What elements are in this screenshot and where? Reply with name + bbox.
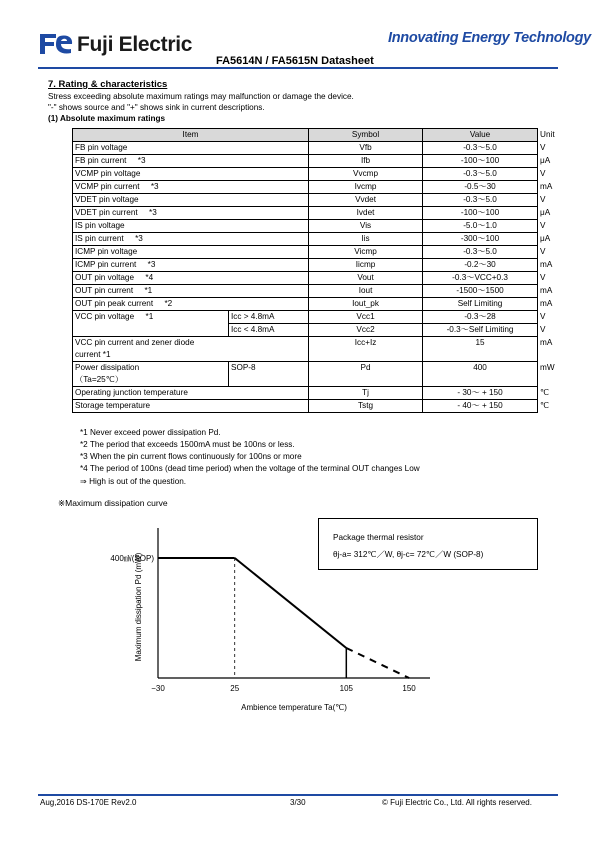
table-row: Power dissipation （Ta=25℃） SOP-8 Pd 400 mW (73, 362, 538, 387)
row-value: -300～100 (423, 233, 538, 246)
table-row: VDET pin current *3 Ivdet -100～100 μA (73, 207, 538, 220)
tail-symbol: Tj (309, 387, 423, 400)
row-item: IS pin voltage (73, 220, 309, 233)
vcc-cond2: Icc < 4.8mA (229, 324, 309, 337)
curve-segment-dashed (346, 648, 409, 678)
intro-line-2: "-" shows source and "+" shows sink in current descriptions. (48, 103, 265, 112)
row-item: VDET pin voltage (73, 194, 309, 207)
row-symbol: Vvdet (309, 194, 423, 207)
power-package: SOP-8 (229, 362, 309, 387)
zener-item-line2: current *1 (75, 350, 111, 359)
row-value: -0.3～5.0 (423, 194, 538, 207)
thermal-box-title: Package thermal resistor (333, 533, 424, 542)
row-value: -1500～1500 (423, 285, 538, 298)
row-symbol: Vout (309, 272, 423, 285)
curve-segment-solid (235, 558, 347, 648)
power-item-line1: Power dissipation (75, 363, 140, 372)
row-value: -100～100 (423, 207, 538, 220)
table-row: FB pin voltage Vfb -0.3～5.0 V (73, 142, 538, 155)
table-row: VCMP pin voltage Vvcmp -0.3～5.0 V (73, 168, 538, 181)
thermal-resistor-box (318, 518, 538, 570)
table-row: Operating junction temperature Tj - 30～ + 150 ℃ (73, 387, 538, 400)
table-row: VCC pin current and zener diode current *1 Icc+Iz 15 mA (73, 337, 538, 362)
footer-doc-id: Aug,2016 DS-170E Rev2.0 (40, 798, 137, 807)
tail-value: - 30～ + 150 (423, 387, 538, 400)
zener-symbol: Icc+Iz (309, 337, 423, 362)
footer-copyright: © Fuji Electric Co., Ltd. All rights reserved. (382, 798, 532, 807)
power-value: 400 (423, 362, 538, 387)
tail-symbol: Tstg (309, 400, 423, 413)
table-row: OUT pin current *1 Iout -1500～1500 mA (73, 285, 538, 298)
tagline: Innovating Energy Technology (388, 30, 591, 46)
table-row: OUT pin voltage *4 Vout -0.3～VCC+0.3 V (73, 272, 538, 285)
table-row: ICMP pin current *3 Iicmp -0.2～30 mA (73, 259, 538, 272)
power-symbol: Pd (309, 362, 423, 387)
row-symbol: Vicmp (309, 246, 423, 259)
row-item: ICMP pin current *3 (73, 259, 309, 272)
tail-value: - 40～ + 150 (423, 400, 538, 413)
footer-rule (38, 794, 558, 796)
row-item: FB pin current *3 (73, 155, 309, 168)
row-symbol: Iout (309, 285, 423, 298)
row-value: -0.3～5.0 (423, 168, 538, 181)
table-row: VCC pin voltage *1 Icc > 4.8mA Vcc1 -0.3～28 V (73, 311, 538, 324)
row-symbol: Vis (309, 220, 423, 233)
brand-name: Fuji Electric (77, 33, 193, 56)
row-value: Self Limiting (423, 298, 538, 311)
header-value: Value (423, 129, 538, 142)
table-row: IS pin voltage Vis -5.0～1.0 V (73, 220, 538, 233)
x-tick-label: −30 (151, 684, 165, 693)
note-1: *1 Never exceed power dissipation Pd. (80, 428, 221, 437)
vcc-symbol2: Vcc2 (309, 324, 423, 337)
table-row: FB pin current *3 Ifb -100～100 μA (73, 155, 538, 168)
tail-item: Operating junction temperature (73, 387, 309, 400)
note-3: *3 When the pin current flows continuously for 100ns or more (80, 452, 302, 461)
row-item: OUT pin current *1 (73, 285, 309, 298)
row-item: ICMP pin voltage (73, 246, 309, 259)
subsection-title: (1) Absolute maximum ratings (48, 114, 166, 123)
section-title: 7. Rating & characteristics (48, 79, 168, 90)
table-row: Icc < 4.8mA Vcc2 -0.3～Self Limiting V (73, 324, 538, 337)
tail-item: Storage temperature (73, 400, 309, 413)
row-value: -100～100 (423, 155, 538, 168)
row-symbol: Iicmp (309, 259, 423, 272)
row-value: -0.5～30 (423, 181, 538, 194)
curve-title: ※Maximum dissipation curve (58, 498, 168, 508)
note-5: ⇒ High is out of the question. (80, 477, 187, 486)
x-tick-label: 150 (402, 684, 416, 693)
zener-value: 15 (423, 337, 538, 362)
row-value: -0.3～VCC+0.3 (423, 272, 538, 285)
header-item: Item (73, 129, 309, 142)
row-item: OUT pin peak current *2 (73, 298, 309, 311)
row-value: -0.3～5.0 (423, 142, 538, 155)
row-value: -0.3～5.0 (423, 246, 538, 259)
table-row: VDET pin voltage Vvdet -0.3～5.0 V (73, 194, 538, 207)
vcc-item: VCC pin voltage *1 (73, 311, 229, 337)
x-tick-label: 105 (339, 684, 353, 693)
table-row: IS pin current *3 Iis -300～100 μA (73, 233, 538, 246)
table-header-row: Item Symbol Value Unit (73, 129, 538, 142)
row-item: IS pin current *3 (73, 233, 309, 246)
power-item-line2: （Ta=25℃） (75, 375, 124, 384)
header-symbol: Symbol (309, 129, 423, 142)
y-tick-label: 400㎽(SOP) (110, 554, 154, 563)
row-item: VCMP pin current *3 (73, 181, 309, 194)
row-value: -0.2～30 (423, 259, 538, 272)
vcc-value2: -0.3～Self Limiting (423, 324, 538, 337)
thermal-box-values: θj-a= 312℃／W, θj-c= 72℃／W (SOP-8) (333, 550, 484, 559)
x-axis-label: Ambience temperature Ta(℃) (241, 703, 347, 712)
table-row: Storage temperature Tstg - 40～ + 150 ℃ (73, 400, 538, 413)
row-item: VDET pin current *3 (73, 207, 309, 220)
table-row: VCMP pin current *3 Ivcmp -0.5～30 mA (73, 181, 538, 194)
zener-item-line1: VCC pin current and zener diode (75, 338, 195, 347)
row-symbol: Ivcmp (309, 181, 423, 194)
row-symbol: Iis (309, 233, 423, 246)
page-number: 3/30 (290, 798, 306, 807)
y-axis-label: Maximum dissipation Pd (mW) (134, 552, 143, 662)
row-symbol: Ivdet (309, 207, 423, 220)
row-item: FB pin voltage (73, 142, 309, 155)
row-symbol: Vfb (309, 142, 423, 155)
table-row: OUT pin peak current *2 Iout_pk Self Limiting mA (73, 298, 538, 311)
row-symbol: Vvcmp (309, 168, 423, 181)
vcc-value1: -0.3～28 (423, 311, 538, 324)
row-item: OUT pin voltage *4 (73, 272, 309, 285)
table-row: ICMP pin voltage Vicmp -0.3～5.0 V (73, 246, 538, 259)
row-symbol: Iout_pk (309, 298, 423, 311)
x-tick-label: 25 (230, 684, 240, 693)
intro-line-1: Stress exceeding absolute maximum ratings may malfunction or damage the device. (48, 92, 354, 101)
vcc-symbol1: Vcc1 (309, 311, 423, 324)
note-2: *2 The period that exceeds 1500mA must be 100ns or less. (80, 440, 295, 449)
row-item: VCMP pin voltage (73, 168, 309, 181)
vcc-cond1: Icc > 4.8mA (229, 311, 309, 324)
row-value: -5.0～1.0 (423, 220, 538, 233)
row-symbol: Ifb (309, 155, 423, 168)
note-4: *4 The period of 100ns (dead time period) when the voltage of the terminal OUT changes Low (80, 464, 420, 473)
document-title: FA5614N / FA5615N Datasheet (216, 55, 374, 67)
